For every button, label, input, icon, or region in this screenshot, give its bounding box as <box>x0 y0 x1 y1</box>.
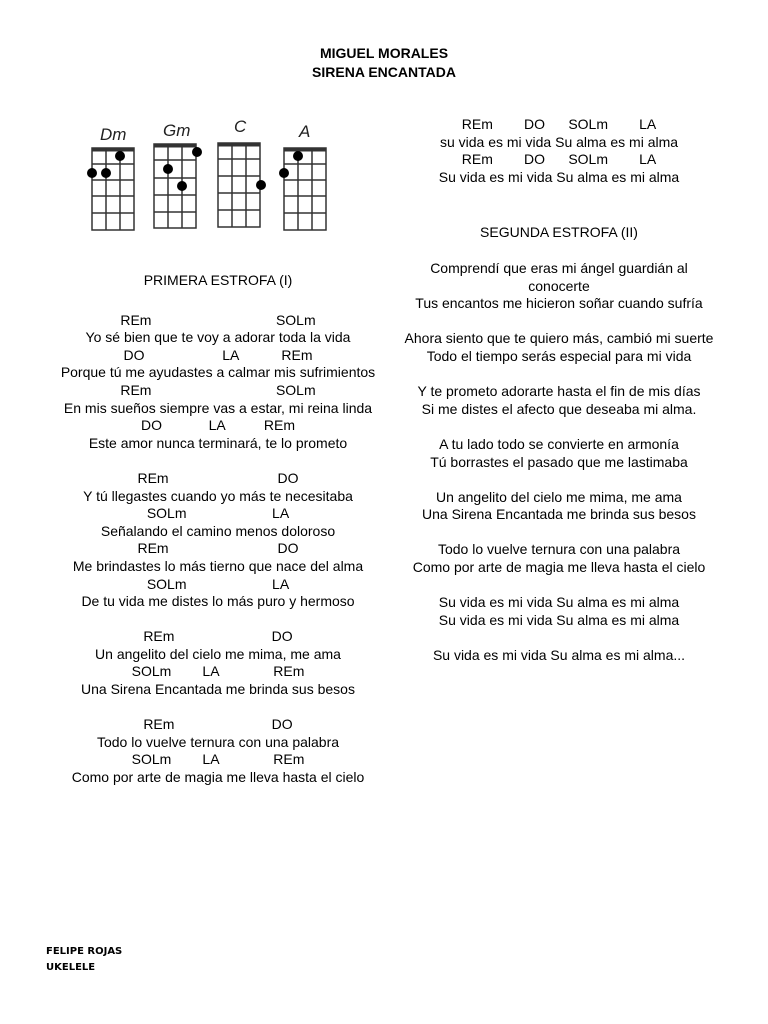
dm-chord-label: Dm <box>100 125 127 144</box>
verse-one-column <box>48 272 388 787</box>
verse-two-column <box>398 116 720 665</box>
chord-line: REm DO SOLm LA <box>461 151 657 168</box>
lyric-line: su vida es mi vida Su alma es mi alma <box>439 133 679 150</box>
lyric-line: Su vida es mi vida Su alma es mi alma <box>438 594 680 611</box>
lyric-line: Señalando el camino menos doloroso <box>100 522 336 539</box>
gm-chord-diagram-icon <box>154 144 202 228</box>
chord-line: REm DO <box>143 716 293 733</box>
lyric-line: Yo sé bien que te voy a adorar toda la vida <box>85 329 351 346</box>
lyric-line: Este amor nunca terminará, te lo prometo <box>88 434 348 451</box>
lyric-line: Me brindastes lo más tierno que nace del alma <box>72 557 364 574</box>
lyric-line: Un angelito del cielo me mima, me ama <box>436 488 682 505</box>
lyric-line: Como por arte de magia me lleva hasta el cielo <box>71 769 365 786</box>
c-chord-label: C <box>234 117 247 136</box>
lyric-line: Su vida es mi vida Su alma es mi alma <box>438 168 680 185</box>
chord-line: REm DO <box>137 540 299 557</box>
chord-line: REm DO SOLm LA <box>461 116 657 132</box>
chord-line: SOLm LA <box>146 505 290 522</box>
song-header <box>0 44 768 82</box>
chord-line: DO LA REm <box>123 346 313 363</box>
lyric-line: En mis sueños siempre vas a estar, mi reina linda <box>63 399 373 416</box>
a-chord-label: A <box>299 122 311 141</box>
lyric-line: Como por arte de magia me lleva hasta el cielo <box>412 559 706 576</box>
lyric-line: Ahora siento que te quiero más, cambió mi suerte <box>404 330 714 347</box>
lyric-line: Porque tú me ayudastes a calmar mis sufrimientos <box>60 364 376 381</box>
chord-line: DO LA REm <box>140 417 296 434</box>
lyric-line: Un angelito del cielo me mima, me ama <box>95 645 341 662</box>
song-title: SIRENA ENCANTADA <box>312 64 456 80</box>
a-chord-diagram-icon <box>279 148 326 230</box>
gm-chord-label: Gm <box>163 121 191 140</box>
footer-credits <box>46 944 122 976</box>
lyric-line: Comprendí que eras mi ángel guardián al conocerte <box>430 259 688 294</box>
section-title-segunda-estrofa: SEGUNDA ESTROFA (II) <box>480 224 638 241</box>
lyric-line: Todo lo vuelve ternura con una palabra <box>437 541 681 558</box>
lyric-line: Todo lo vuelve ternura con una palabra <box>96 733 340 750</box>
lyric-line: Y tú llegastes cuando yo más te necesitaba <box>83 487 353 504</box>
chord-line: REm SOLm <box>120 311 316 328</box>
lyric-line: De tu vida me distes lo más puro y hermoso <box>81 593 355 610</box>
lyric-line: Tú borrastes el pasado que me lastimaba <box>430 453 688 470</box>
footer-author: FELIPE ROJAS <box>46 946 123 957</box>
chord-line: SOLm LA REm <box>131 751 305 768</box>
section-title-primera-estrofa: PRIMERA ESTROFA (I) <box>143 272 293 288</box>
lyric-line: Todo el tiempo serás especial para mi vida <box>426 347 692 364</box>
dm-chord-diagram-icon <box>87 148 134 230</box>
lyric-line: Una Sirena Encantada me brinda sus besos <box>81 681 355 698</box>
lyric-line: Su vida es mi vida Su alma es mi alma... <box>432 647 686 664</box>
chord-line: SOLm LA <box>146 575 290 592</box>
chord-line: REm SOLm <box>120 381 316 398</box>
lyric-line: Si me distes el afecto que deseaba mi alma. <box>421 400 697 417</box>
lyric-line: A tu lado todo se convierte en armonía <box>439 435 679 452</box>
lyric-line: Su vida es mi vida Su alma es mi alma <box>438 611 680 628</box>
lyric-line: Y te prometo adorarte hasta el fin de mis días <box>417 383 701 400</box>
chord-diagrams-svg <box>84 116 334 236</box>
c-chord-diagram-icon <box>218 143 266 227</box>
lyric-line: Tus encantos me hicieron soñar cuando sufría <box>415 295 703 312</box>
chord-line: REm DO <box>143 628 293 645</box>
footer-instrument: UKELELE <box>46 962 96 973</box>
lyric-line: Una Sirena Encantada me brinda sus besos <box>422 506 696 523</box>
artist-name: MIGUEL MORALES <box>319 45 449 61</box>
chord-line: REm DO <box>137 469 299 486</box>
chord-diagrams <box>84 116 334 236</box>
chord-line: SOLm LA REm <box>131 663 305 680</box>
